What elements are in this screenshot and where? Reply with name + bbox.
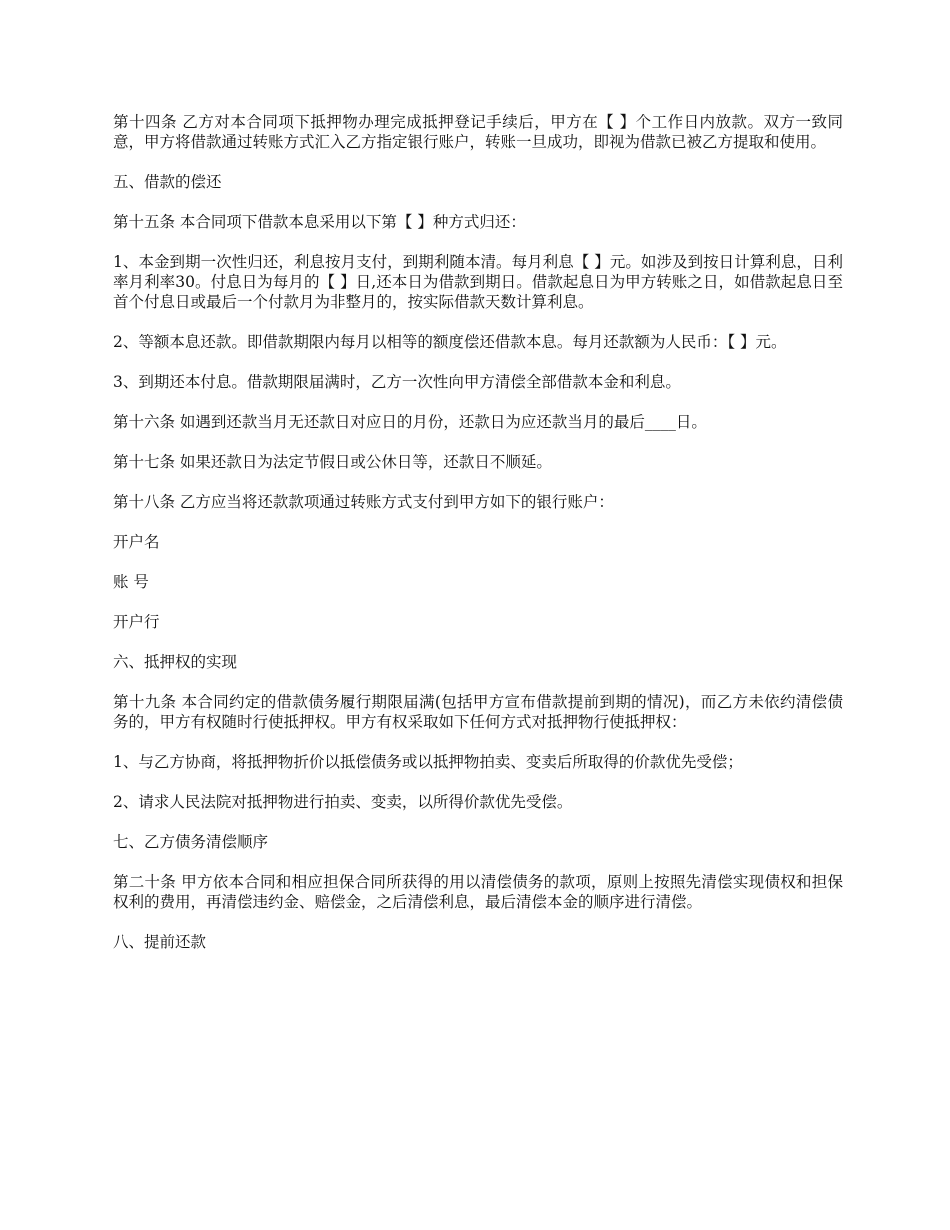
section-5-heading: 五、借款的偿还 [113, 173, 222, 191]
section-7-heading: 七、乙方债务清偿顺序 [113, 833, 269, 851]
enforcement-option-2: 2、请求人民法院对抵押物进行拍卖、变卖，以所得价款优先受偿。 [113, 793, 573, 811]
account-number-label: 账 号 [113, 573, 149, 591]
document-page [113, 112, 843, 972]
enforcement-option-1: 1、与乙方协商，将抵押物折价以抵偿债务或以抵押物拍卖、变卖后所取得的价款优先受偿； [113, 753, 743, 771]
clause-17-paragraph: 第十七条 如果还款日为法定节假日或公休日等，还款日不顺延。 [113, 453, 552, 471]
clause-15-paragraph: 第十五条 本合同项下借款本息采用以下第【 】种方式归还： [113, 213, 526, 231]
clause-14-paragraph: 第十四条 乙方对本合同项下抵押物办理完成抵押登记手续后，甲方在【 】个工作日内放款。双方一致同意，甲方将借款通过转账方式汇入乙方指定银行账户，转账一旦成功，即视为借款已被乙方提取和使用。 [113, 113, 843, 151]
clause-18-paragraph: 第十八条 乙方应当将还款款项通过转账方式支付到甲方如下的银行账户： [113, 493, 614, 511]
repayment-option-2: 2、等额本息还款。即借款期限内每月以相等的额度偿还借款本息。每月还款额为人民币：【 】元。 [113, 333, 787, 351]
clause-16-paragraph: 第十六条 如遇到还款当月无还款日对应日的月份，还款日为应还款当月的最后____日。 [113, 413, 707, 431]
section-6-heading: 六、抵押权的实现 [113, 653, 238, 671]
repayment-option-3: 3、到期还本付息。借款期限届满时，乙方一次性向甲方清偿全部借款本金和利息。 [113, 373, 681, 391]
account-name-label: 开户名 [113, 533, 160, 551]
clause-20-paragraph: 第二十条 甲方依本合同和相应担保合同所获得的用以清偿债务的款项，原则上按照先清偿实现债权和担保权利的费用，再清偿违约金、赔偿金，之后清偿利息，最后清偿本金的顺序进行清偿。 [113, 873, 843, 911]
clause-19-paragraph: 第十九条 本合同约定的借款债务履行期限届满(包括甲方宣布借款提前到期的情况)，而乙方未依约清偿债务的，甲方有权随时行使抵押权。甲方有权采取如下任何方式对抵押物行使抵押权： [113, 693, 843, 731]
bank-branch-label: 开户行 [113, 613, 160, 631]
repayment-option-1: 1、本金到期一次性归还，利息按月支付，到期利随本清。每月利息【 】元。如涉及到按日计算利息，日利率月利率30。付息日为每月的【 】日,还本日为借款到期日。借款起息日为甲方转账之日，如借款起息日至首个付息日或最后一个付款月为非整月的，按实际借款天数计算利息。 [113, 253, 843, 311]
section-8-heading: 八、提前还款 [113, 933, 207, 951]
